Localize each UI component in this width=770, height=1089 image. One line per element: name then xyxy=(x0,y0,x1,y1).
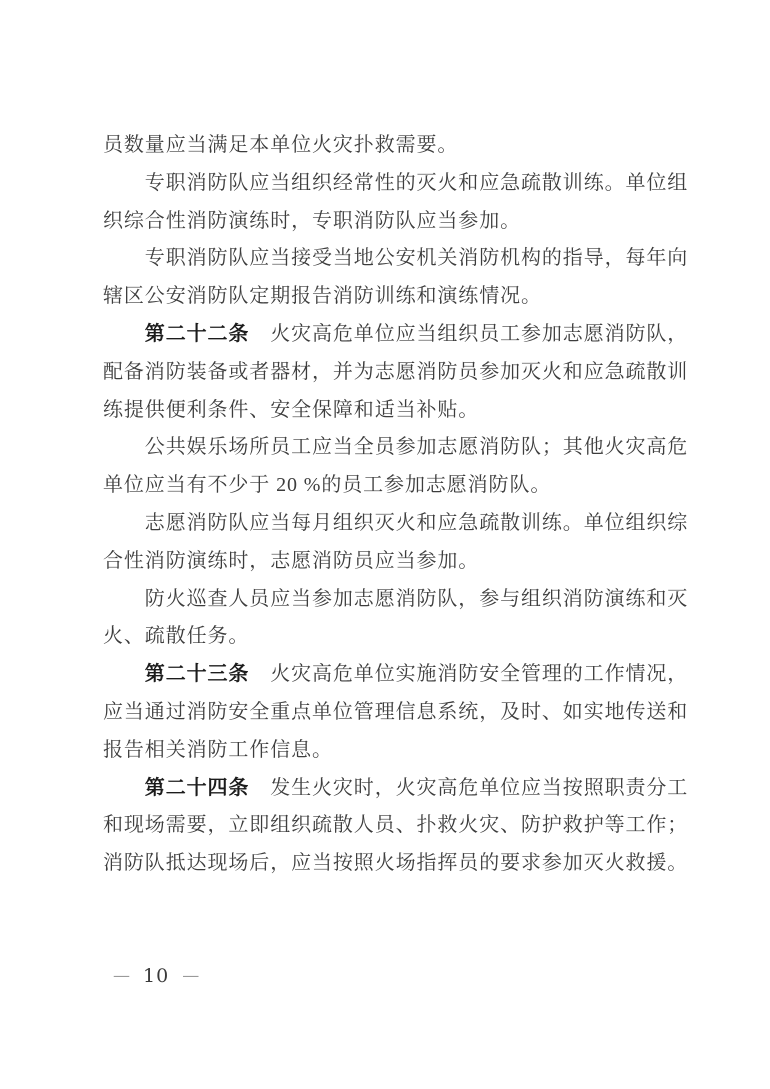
text-line xyxy=(103,203,693,241)
document-body xyxy=(103,127,693,883)
text-line xyxy=(103,467,693,505)
page-number-left-dash: — xyxy=(113,965,130,986)
text-line xyxy=(103,618,693,656)
line-text: 专职消防队应当接受当地公安机关消防机构的指导，每年向 xyxy=(144,247,689,270)
article-line xyxy=(103,316,693,354)
line-text: 报告相关消防工作信息。 xyxy=(103,738,333,761)
line-text: 发生火灾时，火灾高危单位应当按照职责分工 xyxy=(249,776,689,799)
text-line xyxy=(103,392,693,430)
line-text: 火灾高危单位实施消防安全管理的工作情况， xyxy=(249,663,689,686)
article-number: 第二十二条 xyxy=(144,322,250,345)
page-number-value: 10 xyxy=(143,965,170,987)
line-text: 火、疏散任务。 xyxy=(103,625,250,648)
text-line xyxy=(103,278,693,316)
line-text: 公共娱乐场所员工应当全员参加志愿消防队；其他火灾高危 xyxy=(144,436,689,459)
text-line xyxy=(103,354,693,392)
text-line xyxy=(103,240,693,278)
line-text: 消防队抵达现场后，应当按照火场指挥员的要求参加灭火救援。 xyxy=(103,852,689,875)
article-line xyxy=(103,770,693,808)
line-text: 员数量应当满足本单位火灾扑救需要。 xyxy=(103,134,459,156)
text-line xyxy=(103,845,693,883)
line-text: 辖区公安消防队定期报告消防训练和演练情况。 xyxy=(103,285,542,308)
text-line xyxy=(103,581,693,619)
article-line xyxy=(103,656,693,694)
text-line xyxy=(103,429,693,467)
text-line xyxy=(103,694,693,732)
line-text: 配备消防装备或者器材，并为志愿消防员参加灭火和应急疏散训 xyxy=(103,360,689,383)
line-text: 应当通过消防安全重点单位管理信息系统，及时、如实地传送和 xyxy=(103,700,689,723)
line-text: 志愿消防队应当每月组织灭火和应急疏散训练。单位组织综 xyxy=(144,511,689,534)
page-number xyxy=(113,965,199,987)
line-text: 和现场需要，立即组织疏散人员、扑救火灾、防护救护等工作； xyxy=(103,814,689,837)
text-line xyxy=(103,127,693,165)
page-number-right-dash: — xyxy=(182,965,200,986)
text-line xyxy=(103,505,693,543)
text-line xyxy=(103,807,693,845)
line-text: 合性消防演练时，志愿消防员应当参加。 xyxy=(103,549,480,572)
line-text: 练提供便利条件、安全保障和适当补贴。 xyxy=(103,398,480,421)
line-text: 火灾高危单位应当组织员工参加志愿消防队， xyxy=(249,322,689,345)
text-line xyxy=(103,165,693,203)
text-line xyxy=(103,543,693,581)
line-text: 单位应当有不少于 20 %的员工参加志愿消防队。 xyxy=(103,474,552,497)
line-text: 专职消防队应当组织经常性的灭火和应急疏散训练。单位组 xyxy=(144,171,689,194)
article-number: 第二十三条 xyxy=(144,663,250,686)
line-text: 防火巡查人员应当参加志愿消防队，参与组织消防演练和灭 xyxy=(144,587,689,610)
text-line xyxy=(103,732,693,770)
line-text: 织综合性消防演练时，专职消防队应当参加。 xyxy=(103,209,521,232)
article-number: 第二十四条 xyxy=(144,776,250,799)
